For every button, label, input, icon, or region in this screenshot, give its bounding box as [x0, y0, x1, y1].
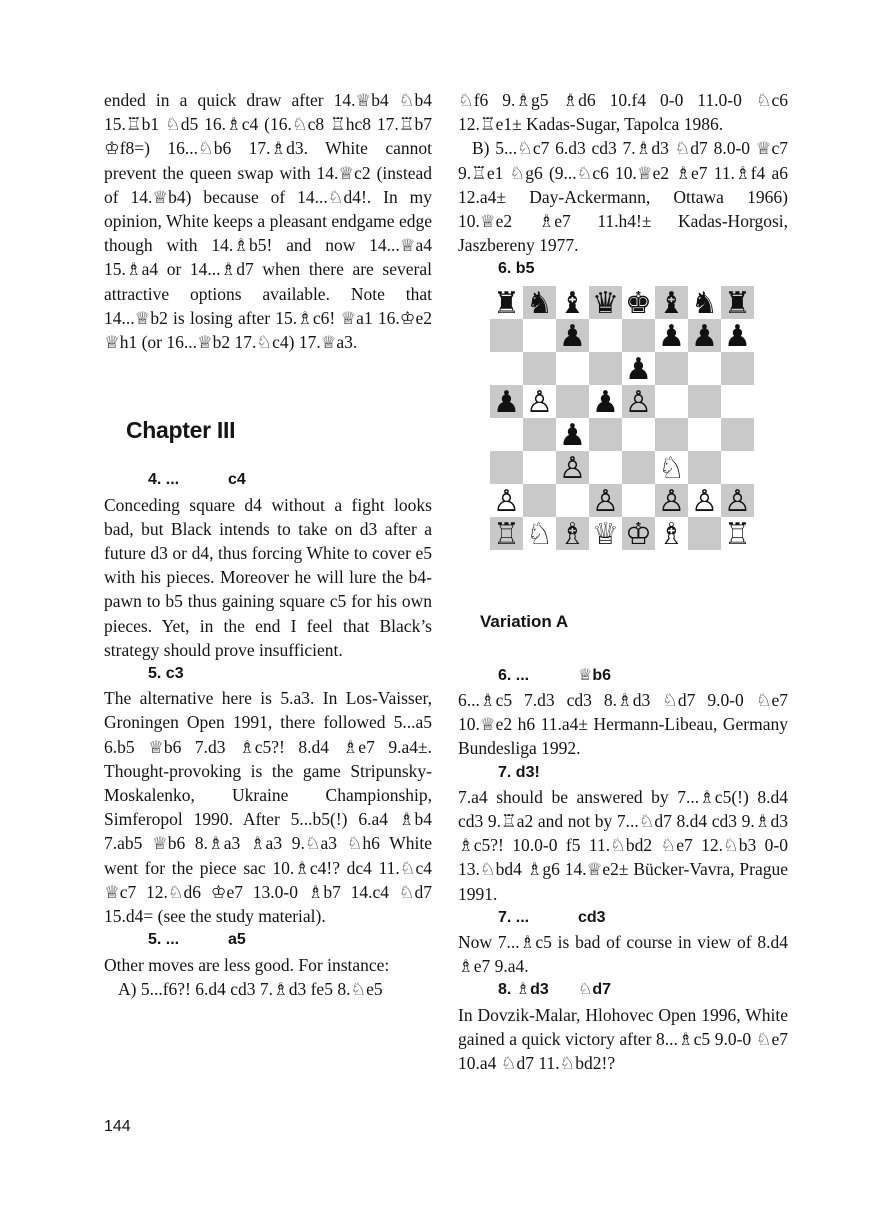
square-e4	[622, 418, 655, 451]
move-text: c4	[228, 471, 246, 489]
square-g6	[688, 352, 721, 385]
square-h6	[721, 352, 754, 385]
piece-a5-icon: ♟	[493, 384, 520, 420]
square-e3	[622, 451, 655, 484]
piece-e8-icon: ♚	[625, 285, 652, 321]
piece-g2-icon: ♙	[691, 483, 718, 519]
paragraph-move-7: 7.a4 should be answered by 7...♗c5(!) 8.d4 cd3 9.♖a2 and not by 7...♘d7 8.d4 cd3 9.♗d3 ♗c5?! 10.0-0 f5 11.♘bd2 ♘e7 12.♘b3 0-0 13.♘bd4 ♗g6 14.♕e2± Bücker-Vavra, Prague 1991.	[458, 786, 788, 904]
square-b4	[523, 418, 556, 451]
move-text: ♘d7	[578, 981, 612, 999]
piece-d1-icon: ♕	[592, 516, 619, 550]
square-b3	[523, 451, 556, 484]
variation-title: Variation A	[480, 611, 569, 631]
left-column	[104, 88, 432, 1001]
piece-d2-icon: ♙	[592, 483, 619, 519]
piece-h2-icon: ♙	[724, 483, 751, 519]
square-g5	[688, 385, 721, 418]
piece-c1-icon: ♗	[559, 516, 586, 550]
piece-f7-icon: ♟	[658, 318, 685, 354]
move-6-heading: 6. b5	[498, 260, 535, 278]
piece-c3-icon: ♙	[559, 450, 586, 486]
move-text: a5	[228, 931, 246, 949]
piece-d5-icon: ♟	[592, 384, 619, 420]
square-f6	[655, 352, 688, 385]
intro-paragraph: ended in a quick draw after 14.♕b4 ♘b4 15.♖b1 ♘d5 16.♗c4 (16.♘c8 ♖hc8 17.♖b7 ♔f8=) 16...♘b6 17.♗d3. White cannot prevent the queen swap with 14.♕c2 (instead of 14.♕b4) because of 14...♘d4!. In my opinion, White keeps a pleasant endgame edge though with 14.♗b5! and now 14...♕a4 15.♗a4 or 14...♗d7 when there are several attractive options available. Note that 14...♕b2 is losing after 15.♗c6! ♕a1 16.♔e2 ♕h1 (or 16...♕b2 17.♘c4) 17.♕a3.	[104, 90, 432, 353]
square-b2	[523, 484, 556, 517]
piece-b1-icon: ♘	[526, 516, 553, 550]
piece-c7-icon: ♟	[559, 318, 586, 354]
move-7b-heading	[458, 906, 788, 930]
chapter-title: Chapter III	[126, 417, 236, 444]
square-h5	[721, 385, 754, 418]
square-h3	[721, 451, 754, 484]
move-7-heading: 7. d3!	[498, 763, 540, 781]
piece-g8-icon: ♞	[691, 285, 718, 321]
piece-b5-icon: ♙	[526, 384, 553, 420]
square-d6	[589, 352, 622, 385]
piece-e1-icon: ♔	[625, 516, 652, 550]
move-6b-heading	[458, 664, 788, 688]
square-g1	[688, 517, 721, 550]
right-column	[458, 88, 788, 1075]
square-e7	[622, 319, 655, 352]
square-b6	[523, 352, 556, 385]
square-c6	[556, 352, 589, 385]
paragraph-move-4: Conceding square d4 without a fight looks bad, but Black intends to take on d3 after a future d3 or d4, thus forcing White to cover e5 with his pieces. Moreover he will lure the b4-pawn to b5 thus gaining square c5 for his own pieces. Yet, in the end I feel that Black’s strategy should prove insufficient.	[104, 494, 432, 660]
piece-f3-icon: ♘	[658, 450, 685, 486]
piece-b8-icon: ♞	[526, 285, 553, 321]
move-text: ♕b6	[578, 666, 612, 684]
paragraph-line-b: B) 5...♘c7 6.d3 cd3 7.♗d3 ♘d7 8.0-0 ♕c7 9.♖e1 ♘g6 (9...♘c6 10.♕e2 ♗e7 11.♗f4 a6 12.a4± Day-Ackermann, Ottawa 1966) 10.♕e2 ♗e7 11.h4!± Kadas-Horgosi, Jaszbereny 1977.	[458, 138, 788, 256]
piece-e5-icon: ♙	[625, 384, 652, 420]
paragraph-move-7b: Now 7...♗c5 is bad of course in view of 8.d4 ♗e7 9.a4.	[458, 932, 788, 977]
piece-h7-icon: ♟	[724, 318, 751, 354]
square-f4	[655, 418, 688, 451]
piece-f8-icon: ♝	[658, 285, 685, 321]
move-number: 8. ♗d3	[498, 981, 549, 999]
square-g3	[688, 451, 721, 484]
piece-c8-icon: ♝	[559, 285, 586, 321]
piece-a1-icon: ♖	[493, 516, 520, 550]
move-4-heading	[104, 468, 432, 492]
move-text: cd3	[578, 908, 606, 926]
square-a3	[490, 451, 523, 484]
piece-d8-icon: ♛	[592, 285, 619, 321]
piece-c4-icon: ♟	[559, 417, 586, 453]
square-e2	[622, 484, 655, 517]
paragraph-move-5: The alternative here is 5.a3. In Los-Vaisser, Groningen Open 1991, there followed 5...a5 6.b5 ♕b6 7.d3 ♗c5?! 8.d4 ♗e7 9.a4±. Thought-provoking is the game Stripunsky-Moskalenko, Ukraine Championship, Simferopol 1990. After 5...b5(!) 6.a4 ♗b4 7.ab5 ♕b6 8.♗a3 ♗a3 9.♘a3 ♘h6 White went for the piece sac 10.♗c4!? dc4 11.♘c4 ♕c7 12.♘d6 ♔e7 13.0-0 ♗b7 14.c4 ♘d7 15.d4= (see the study material).	[104, 688, 432, 927]
square-f5	[655, 385, 688, 418]
piece-g7-icon: ♟	[691, 318, 718, 354]
paragraph-move-8: In Dovzik-Malar, Hlohovec Open 1996, White gained a quick victory after 8...♗c5 9.0-0 ♘e7 10.a4 ♘d7 11.♘bd2!?	[458, 1004, 788, 1074]
move-number: 4. ...	[148, 471, 180, 489]
move-number: 7. ...	[498, 908, 530, 926]
square-a4	[490, 418, 523, 451]
move-5b-heading	[104, 928, 432, 952]
piece-a2-icon: ♙	[493, 483, 520, 519]
piece-h8-icon: ♜	[724, 285, 751, 321]
square-d7	[589, 319, 622, 352]
piece-e6-icon: ♟	[625, 351, 652, 387]
paragraph-other-moves: Other moves are less good. For instance:	[104, 954, 390, 975]
paragraph-move-6: 6...♗c5 7.d3 cd3 8.♗d3 ♘d7 9.0-0 ♘e7 10.♕e2 h6 11.a4± Hermann-Libeau, Germany Bundesliga 1992.	[458, 690, 788, 759]
move-5-heading: 5. c3	[148, 665, 184, 683]
move-number: 5. ...	[148, 931, 180, 949]
square-c5	[556, 385, 589, 418]
piece-f2-icon: ♙	[658, 483, 685, 519]
square-g4	[688, 418, 721, 451]
paragraph-line-a: A) 5...f6?! 6.d4 cd3 7.♗d3 fe5 8.♘e5	[118, 978, 383, 999]
piece-h1-icon: ♖	[724, 516, 751, 550]
square-c2	[556, 484, 589, 517]
piece-f1-icon: ♗	[658, 516, 685, 550]
chess-board-diagram	[490, 286, 754, 550]
paragraph-continuation: ♘f6 9.♗g5 ♗d6 10.f4 0-0 11.0-0 ♘c6 12.♖e1± Kadas-Sugar, Tapolca 1986.	[458, 90, 788, 135]
square-a7	[490, 319, 523, 352]
square-a6	[490, 352, 523, 385]
piece-a8-icon: ♜	[493, 285, 520, 321]
move-number: 6. ...	[498, 666, 530, 684]
move-8-heading	[458, 978, 788, 1002]
square-h4	[721, 418, 754, 451]
square-d3	[589, 451, 622, 484]
page-number: 144	[104, 1118, 131, 1135]
square-d4	[589, 418, 622, 451]
square-b7	[523, 319, 556, 352]
